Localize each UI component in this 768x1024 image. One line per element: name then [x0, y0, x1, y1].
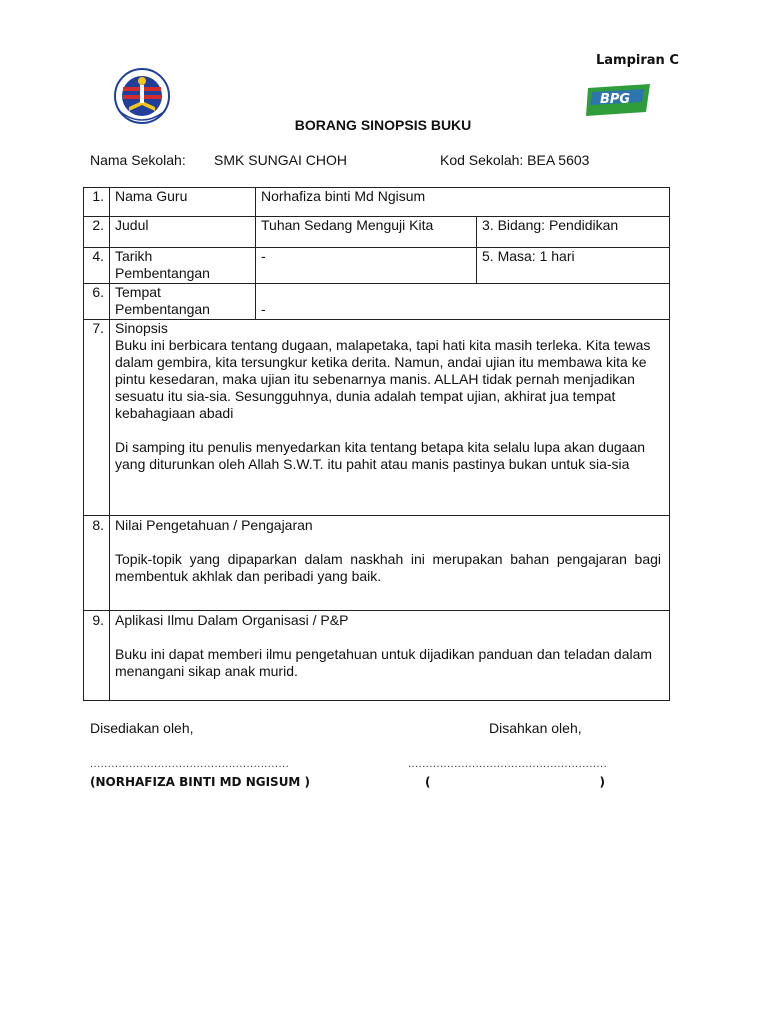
synopsis-form-table: [83, 187, 670, 701]
row-value: -: [256, 248, 477, 284]
row-number: 2.: [84, 217, 110, 248]
approved-signature-line: ........................................................: [408, 758, 608, 770]
row-judul: [84, 217, 670, 248]
row-value: -: [256, 284, 670, 320]
school-code: Kod Sekolah: BEA 5603: [440, 152, 590, 168]
row-number: 6.: [84, 284, 110, 320]
school-name-label: Nama Sekolah:: [90, 152, 186, 168]
row-number: 4.: [84, 248, 110, 284]
approved-by-name: [425, 775, 605, 791]
row-value: Norhafiza binti Md Ngisum: [256, 188, 670, 217]
sinopsis-cell: [110, 320, 670, 516]
sinopsis-paragraph-2: Di samping itu penulis menyedarkan kita tentang betapa kita selalu lupa akan dugaan yang diturunkan oleh Allah S.W.T. itu pahit atau manis pastinya bukan untuk sia-sia: [115, 439, 646, 472]
row-label: Tarikh Pembentangan: [110, 248, 256, 284]
nilai-cell: [110, 516, 670, 611]
row-extra: 5. Masa: 1 hari: [477, 248, 670, 284]
row-extra: 3. Bidang: Pendidikan: [477, 217, 670, 248]
row-aplikasi: [84, 611, 670, 701]
bpg-logo-icon: [584, 82, 654, 118]
row-label: Sinopsis: [115, 320, 168, 336]
row-label: Nama Guru: [110, 188, 256, 217]
approved-name-open: (: [425, 775, 431, 789]
school-name-value: SMK SUNGAI CHOH: [214, 152, 348, 168]
row-tempat: [84, 284, 670, 320]
row-number: 8.: [84, 516, 110, 611]
sinopsis-paragraph-1: Buku ini berbicara tentang dugaan, malapetaka, tapi hati kita masih terleka. Kita tewas dalam gembira, kita tersungkur ketika derita. Namun, andai ujian itu membawa kita ke pintu kesedaran, maka ujian itu sebenarnya manis. ALLAH tidak pernah menjadikan sesuatu itu sia-sia. Sesungguhnya, dunia adalah tempat ujian, akhirat jua tempat kebahagiaan abadi: [115, 337, 651, 421]
row-label: Judul: [110, 217, 256, 248]
prepared-by-name: (NORHAFIZA BINTI MD NGISUM ): [90, 775, 311, 789]
row-label: Nilai Pengetahuan / Pengajaran: [115, 517, 313, 533]
aplikasi-cell: [110, 611, 670, 701]
row-nama-guru: [84, 188, 670, 217]
row-tarikh: [84, 248, 670, 284]
row-label: Aplikasi Ilmu Dalam Organisasi / P&P: [115, 612, 349, 628]
row-sinopsis: [84, 320, 670, 516]
nilai-paragraph: Topik-topik yang dipaparkan dalam naskhah ini merupakan bahan pengajaran bagi membentuk akhlak dan peribadi yang baik.: [115, 551, 662, 584]
svg-text:BPG: BPG: [600, 92, 631, 107]
lampiran-label: Lampiran C: [596, 53, 679, 68]
row-label: Tempat Pembentangan: [110, 284, 256, 320]
prepared-by-label: Disediakan oleh,: [90, 720, 194, 736]
school-info-row: [90, 152, 690, 172]
row-nilai: [84, 516, 670, 611]
approved-name-close: ): [599, 775, 605, 789]
row-number: 9.: [84, 611, 110, 701]
aplikasi-paragraph: Buku ini dapat memberi ilmu pengetahuan untuk dijadikan panduan dan teladan dalam menangani sikap anak murid.: [115, 646, 653, 679]
row-number: 7.: [84, 320, 110, 516]
row-number: 1.: [84, 188, 110, 217]
prepared-signature-line: ........................................................: [90, 758, 290, 770]
row-value: Tuhan Sedang Menguji Kita: [256, 217, 477, 248]
page-title: BORANG SINOPSIS BUKU: [294, 117, 472, 133]
approved-by-label: Disahkan oleh,: [489, 720, 582, 736]
